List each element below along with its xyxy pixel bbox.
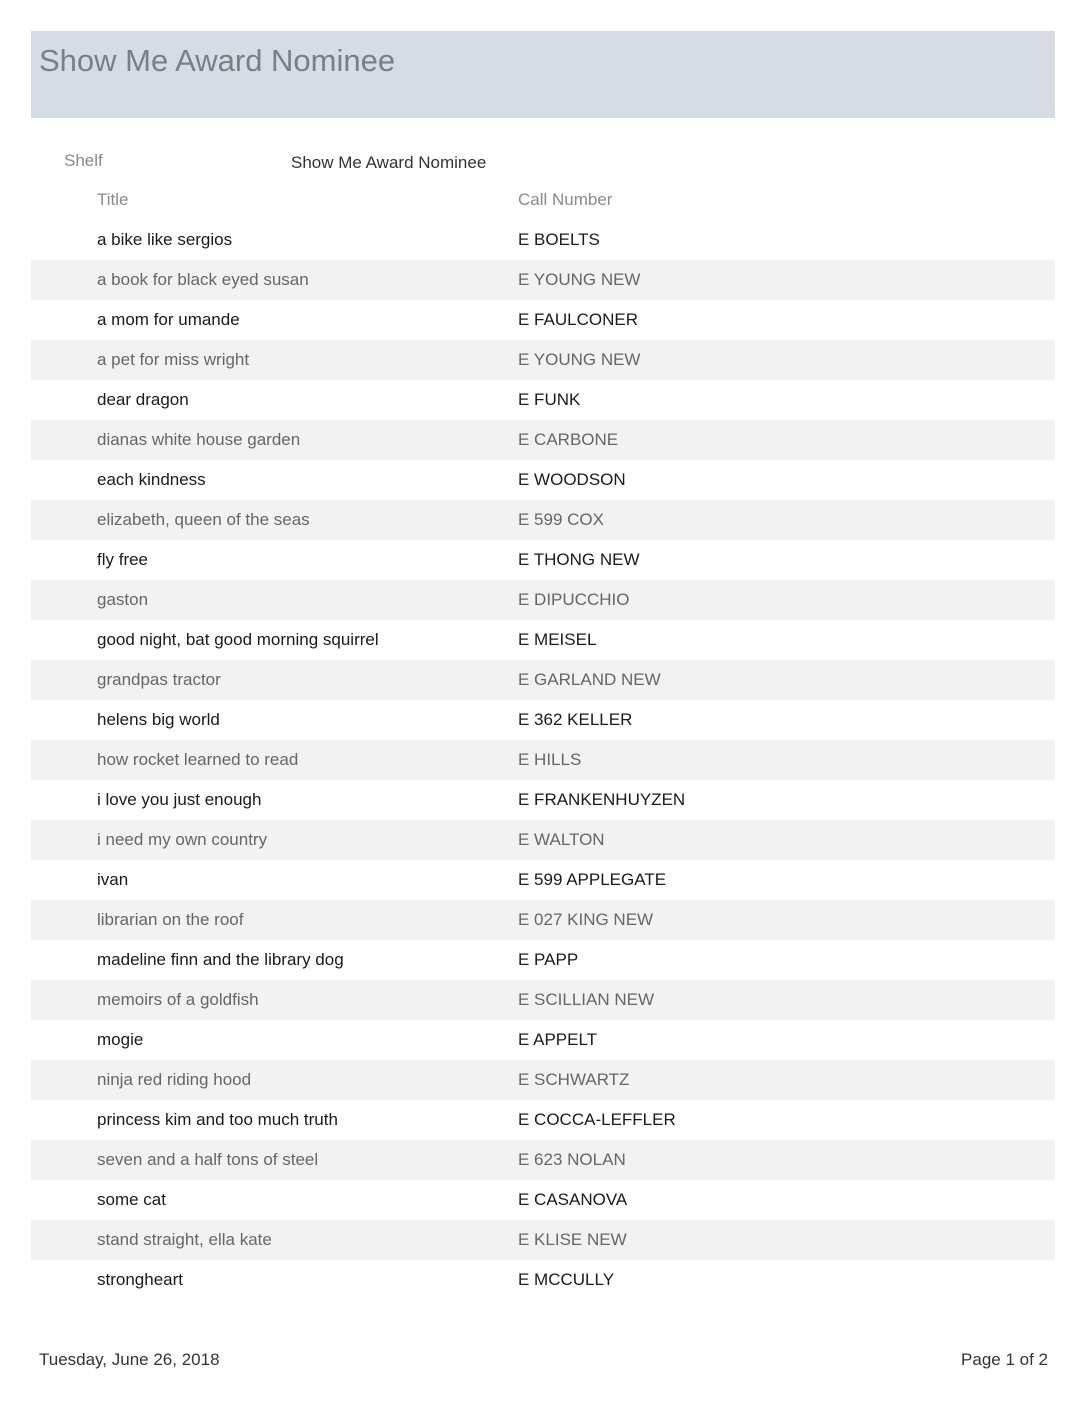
- table-row: [31, 1180, 1055, 1220]
- call-number: E PAPP: [518, 950, 579, 969]
- call-number: E HILLS: [518, 750, 582, 769]
- call-number: E WOODSON: [518, 470, 626, 489]
- table-row: [31, 380, 1055, 420]
- table-row: [31, 420, 1055, 460]
- table-row: [31, 900, 1055, 940]
- book-title: seven and a half tons of steel: [97, 1150, 319, 1169]
- call-number: E FRANKENHUYZEN: [518, 790, 686, 809]
- call-number: E 599 COX: [518, 510, 604, 529]
- book-title: ivan: [97, 870, 129, 889]
- book-title: each kindness: [97, 470, 206, 489]
- book-title: a bike like sergios: [97, 230, 233, 249]
- call-number: E FAULCONER: [518, 310, 638, 329]
- book-title: madeline finn and the library dog: [97, 950, 344, 969]
- call-number: E 027 KING NEW: [518, 910, 654, 929]
- shelf-value: Show Me Award Nominee: [291, 153, 487, 172]
- table-row: [31, 1020, 1055, 1060]
- book-title: dear dragon: [97, 390, 189, 409]
- call-number: E THONG NEW: [518, 550, 640, 569]
- call-number: E APPELT: [518, 1030, 598, 1049]
- book-title: i love you just enough: [97, 790, 262, 809]
- shelf-label: Shelf: [64, 151, 103, 170]
- call-number: E YOUNG NEW: [518, 270, 641, 289]
- book-title: stand straight, ella kate: [97, 1230, 272, 1249]
- book-title: helens big world: [97, 710, 220, 729]
- table-row: [31, 1220, 1055, 1260]
- book-title: how rocket learned to read: [97, 750, 299, 769]
- table-row: [31, 500, 1055, 540]
- table-row: [31, 660, 1055, 700]
- table-row: [31, 300, 1055, 340]
- table-row: [31, 1260, 1055, 1300]
- call-number: E 362 KELLER: [518, 710, 633, 729]
- table-row: [31, 220, 1055, 260]
- column-header-call-number: Call Number: [518, 190, 613, 209]
- table-row: [31, 580, 1055, 620]
- call-number: E SCHWARTZ: [518, 1070, 630, 1089]
- call-number: E CARBONE: [518, 430, 619, 449]
- footer-page-number: Page 1 of 2: [961, 1350, 1048, 1369]
- book-title: librarian on the roof: [97, 910, 244, 929]
- table-row: [31, 340, 1055, 380]
- table-row: [31, 620, 1055, 660]
- table-row: [31, 740, 1055, 780]
- call-number: E MEISEL: [518, 630, 597, 649]
- table-row: [31, 1060, 1055, 1100]
- call-number: E MCCULLY: [518, 1270, 615, 1289]
- table-row: [31, 1100, 1055, 1140]
- call-number: E WALTON: [518, 830, 605, 849]
- book-title: mogie: [97, 1030, 144, 1049]
- table-row: [31, 860, 1055, 900]
- book-title: memoirs of a goldfish: [97, 990, 259, 1009]
- book-title: i need my own country: [97, 830, 268, 849]
- book-title: a pet for miss wright: [97, 350, 250, 369]
- footer-date: Tuesday, June 26, 2018: [39, 1350, 220, 1369]
- call-number: E DIPUCCHIO: [518, 590, 630, 609]
- book-title: elizabeth, queen of the seas: [97, 510, 310, 529]
- book-title: grandpas tractor: [97, 670, 221, 689]
- call-number: E CASANOVA: [518, 1190, 628, 1209]
- table-row: [31, 460, 1055, 500]
- table-row: [31, 940, 1055, 980]
- book-title: good night, bat good morning squirrel: [97, 630, 379, 649]
- report-header: [31, 31, 1055, 118]
- call-number: E FUNK: [518, 390, 581, 409]
- book-list: [31, 220, 1055, 1300]
- table-row: [31, 780, 1055, 820]
- table-row: [31, 260, 1055, 300]
- call-number: E BOELTS: [518, 230, 600, 249]
- book-title: gaston: [97, 590, 149, 609]
- table-row: [31, 1140, 1055, 1180]
- book-title: strongheart: [97, 1270, 183, 1289]
- call-number: E GARLAND NEW: [518, 670, 661, 689]
- book-title: a book for black eyed susan: [97, 270, 309, 289]
- report-title: Show Me Award Nominee: [39, 43, 396, 78]
- call-number: E YOUNG NEW: [518, 350, 641, 369]
- table-row: [31, 980, 1055, 1020]
- call-number: E 623 NOLAN: [518, 1150, 626, 1169]
- book-title: dianas white house garden: [97, 430, 301, 449]
- table-row: [31, 700, 1055, 740]
- book-title: fly free: [97, 550, 149, 569]
- call-number: E COCCA-LEFFLER: [518, 1110, 676, 1129]
- call-number: E KLISE NEW: [518, 1230, 627, 1249]
- table-row: [31, 540, 1055, 580]
- table-row: [31, 820, 1055, 860]
- call-number: E 599 APPLEGATE: [518, 870, 667, 889]
- book-title: ninja red riding hood: [97, 1070, 252, 1089]
- book-title: a mom for umande: [97, 310, 240, 329]
- book-title: some cat: [97, 1190, 166, 1209]
- call-number: E SCILLIAN NEW: [518, 990, 655, 1009]
- column-header-title: Title: [97, 190, 129, 209]
- book-title: princess kim and too much truth: [97, 1110, 338, 1129]
